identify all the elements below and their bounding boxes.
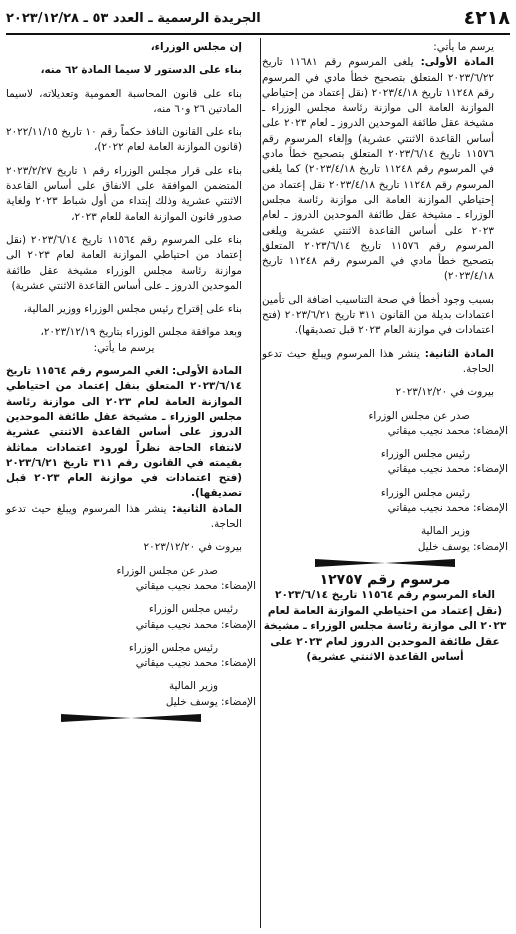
- signature-3: الإمضاء: محمد نجيب ميقاتي: [387, 502, 508, 515]
- article-2-left-text: ينشر هذا المرسوم ويبلغ حيث تدعو الحاجة.: [6, 502, 242, 531]
- issued-by-left: صدر عن مجلس الوزراء: [116, 564, 218, 577]
- finance-minister-title-left: وزير المالية: [168, 680, 218, 693]
- article-1-left-label: المادة الأولى:: [172, 365, 242, 378]
- signature-1: الإمضاء: محمد نجيب ميقاتي: [387, 424, 508, 437]
- left-column: [6, 40, 256, 726]
- law-10-basis: بناء على القانون النافذ حكماً رقم ١٠ تاريخ ٢٠٢٢/١١/١٥ (قانون الموازنة العامة لعام ٢٠٢٢)،: [6, 126, 242, 154]
- decree-date: بيروت في ٢٠٢٣/١٢/٢٠: [395, 386, 494, 399]
- signature-4-left: الإمضاء: يوسف خليل: [165, 695, 256, 708]
- signature-2-left: الإمضاء: محمد نجيب ميقاتي: [135, 618, 256, 631]
- reason-paragraph: بسبب وجود أخطأ في صحة التناسيب اضافة الى تأمين اعتمادات بديلة من القانون ٣١١ تاريخ ٢٠٢٣/٦/٢١ (فتح اعتمادات في موازنة العام ٢٠٢٣ قبل تصديقها).: [262, 293, 494, 337]
- right-column: [262, 40, 508, 666]
- article-1-text: يلغى المرسوم رقم ١١٦٨١ تاريخ ٢٠٢٣/٦/٢٢ المتعلق بتصحيح خطأ مادي في المرسوم رقم ١١٢٤٨ تاريخ ٢٠٢٣/٤/١٨ (نقل إعتماد من إحتياطي الموازنة العامة الى موازنة رئاسة مجلس الوزراء ـ مشيخة عقل طائفة الموحدين الدروز ـ لعام ٢٠٢٣ على أساس القاعدة الاثنتي عشرية) وإلغاء المرسوم رقم ١١٥٧٦ تاريخ ٢٠٢٣/٦/١٤ المتعلق بتصحيح خطأ مادي في المرسوم رقم ١١٢٤٨ تاريخ ٢٠٢٣/٤/١٨) كما يلغى المرسوم رقم ١١٢٤٨ تاريخ ٢٠٢٣/٤/١٨ نقل إعتماد من إحتياطي الموازنة العامة الى موازنة رئاسة مجلس الوزراء ـ مشيخة عقل طائفة الموحدين الدروز ـ لعام ٢٠٢٣ على أساس القاعدة الاثنتي عشرية ويلغى المرسوم رقم ١١٥٧٦ تاريخ ٢٠٢٣/٦/١٤ المتعلق بتصحيح خطأ مادي في المرسوم رقم ١١٢٤٨ تاريخ ٢٠٢٣/٤/١٨): [262, 56, 494, 283]
- article-1-label: المادة الأولى:: [420, 56, 494, 69]
- article-2-label: المادة الثانية:: [424, 347, 494, 360]
- signature-4: الإمضاء: يوسف خليل: [417, 540, 508, 553]
- column-divider: [260, 38, 261, 928]
- header-rule: [6, 33, 510, 35]
- constitution-basis: بناء على الدستور لا سيما المادة ٦٢ منه،: [40, 64, 242, 77]
- signature-3-left: الإمضاء: محمد نجيب ميقاتي: [135, 657, 256, 670]
- signature-1-left: الإمضاء: محمد نجيب ميقاتي: [135, 579, 256, 592]
- prime-minister-title-2: رئيس مجلس الوزراء: [380, 486, 470, 499]
- end-separator: [6, 714, 256, 722]
- article-1: [262, 55, 508, 284]
- article-2-left-label: المادة الثانية:: [172, 502, 242, 515]
- council-decision-basis: بناء على قرار مجلس الوزراء رقم ١ تاريخ ٢٠٢٣/٢/٢٧ المتضمن الموافقة على الانفاق على أساس القاعدة الاثنتي عشرية وذلك إبتداء من أول شباط ٢٠٢٣ ولغاية صدور قانون الموازنة العامة للعام ٢٠٢٣،: [6, 164, 243, 223]
- article-2-text: ينشر هذا المرسوم ويبلغ حيث تدعو الحاجة.: [262, 347, 494, 375]
- finance-minister-title: وزير المالية: [420, 525, 470, 538]
- gazette-issue-title: الجريدة الرسمية ـ العدد ٥٣ ـ ٢٠٢٣/١٢/٢٨: [6, 10, 261, 26]
- decree-subtitle: الغاء المرسوم رقم ١١٥٦٤ تاريخ ٢٠٢٣/٦/١٤ (نقل إعتماد من احتياطي الموازنة العامة لعام ٢٠٢٣ الى موازنة رئاسة مجلس الوزراء ـ مشيخة عقل طائفة الموحدين الدروز لعام ٢٠٢٣ على أساس القاعدة الاثنتي عشرية): [263, 589, 507, 664]
- section-separator: [262, 559, 508, 567]
- accounting-law-basis: بناء على قانون المحاسبة العمومية وتعديلاته، لاسيما المادتين ٢٦ و٦٠ منه،: [6, 87, 242, 115]
- proposal-basis: بناء على إقتراح رئيس مجلس الوزراء ووزير المالية،: [23, 303, 242, 316]
- page-number: ٤٢١٨: [463, 7, 510, 29]
- decree-title: مرسوم رقم ١٢٧٥٧: [319, 571, 451, 588]
- article-1-left: [6, 364, 256, 502]
- decree-intro: يرسم ما يأتي:: [433, 41, 494, 53]
- article-2: [262, 347, 508, 378]
- council-intro: إن مجلس الوزراء،: [150, 41, 242, 53]
- prime-minister-title-1: رئيس مجلس الوزراء: [380, 448, 470, 461]
- decree-11564-basis: بناء على المرسوم رقم ١١٥٦٤ تاريخ ٢٠٢٣/٦/١٤ (نقل إعتماد من احتياطي الموازنة العامة لعام ٢٠٢٣ الى موازنة رئاسة مجلس الوزراء مشيخة عقل طائفة الموحدين الدروز ـ على أساس القاعدة الاثنتي عشرية): [6, 233, 243, 292]
- signature-2: الإمضاء: محمد نجيب ميقاتي: [387, 463, 508, 476]
- issued-by: صدر عن مجلس الوزراء: [368, 409, 470, 422]
- decree-intro-left: يرسم ما يأتي:: [93, 341, 155, 354]
- prime-minister-title-2-left: رئيس مجلس الوزراء: [128, 641, 218, 654]
- decree-date-left: بيروت في ٢٠٢٣/١٢/٢٠: [143, 541, 242, 554]
- article-2-left: [6, 502, 256, 533]
- prime-minister-title-1-left: رئيس مجلس الوزراء: [148, 603, 238, 616]
- page-header: [6, 3, 510, 33]
- article-1-left-text: الغي المرسوم رقم ١١٥٦٤ تاريخ ٢٠٢٣/٦/١٤ المتعلق بنقل إعتماد من احتياطي الموازنة العامة لعام ٢٠٢٣ الى موازنة رئاسة مجلس الوزراء ـ مشيخة عقل طائفة الموحدين الدروز على أساس القاعدة الاثنتي عشرية لانتفاء الحاجة نظراً لورود اعتمادات مماثلة بقيمته في القانون رقم ٣١١ تاريخ ٢٠٢٣/٦/٢١ (فتح اعتمادات في موازنة العام ٢٠٢٣ قبل تصديقها).: [6, 365, 242, 500]
- approval-basis: وبعد موافقة مجلس الوزراء بتاريخ ٢٠٢٣/١٢/١٩،: [40, 326, 242, 339]
